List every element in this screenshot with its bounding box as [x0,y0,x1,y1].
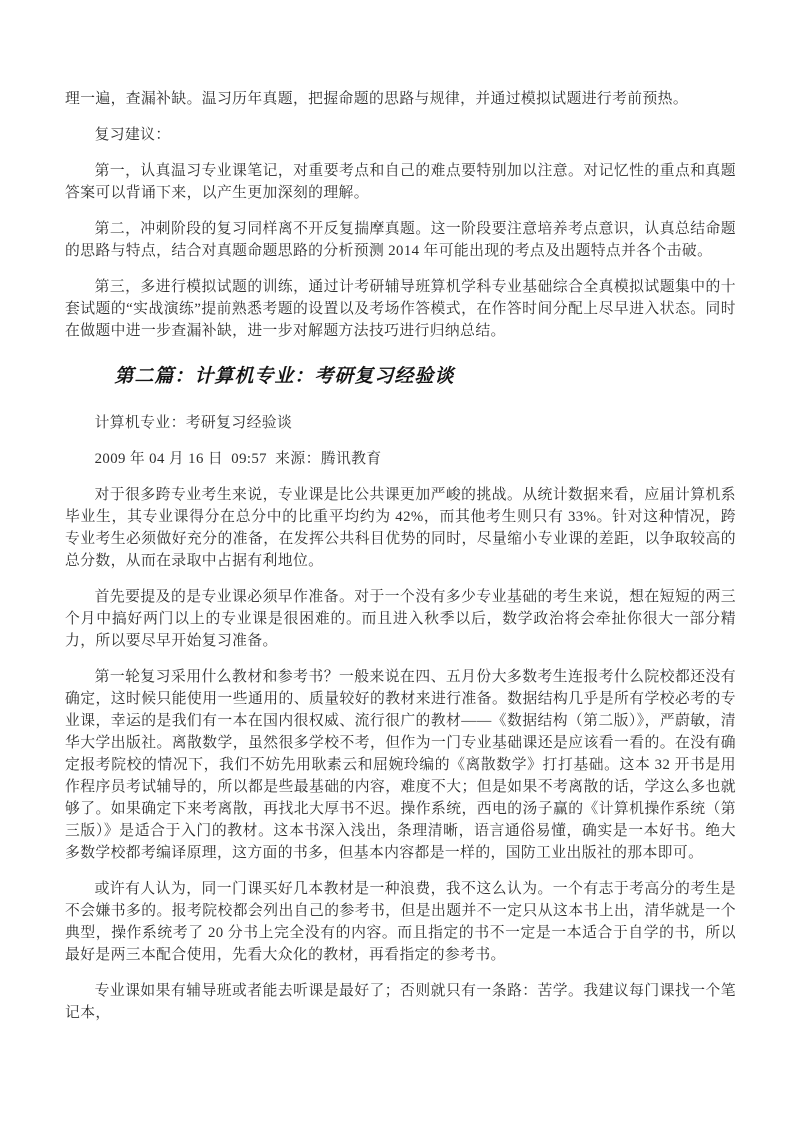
article-date-source: 2009 年 04 月 16 日 09:57 来源：腾讯教育 [94,451,382,467]
paragraph-cross-major-challenge: 对于很多跨专业考生来说，专业课是比公共课更加严峻的挑战。从统计数据来看，应届计算机系毕业生，其专业课得分在总分中的比重平均约为 42%，而其他考生则只有 33%。针对这种情况，跨专业考生必须做好充分的准备，在发挥公共科目优势的同时，尽量缩小专业课的差距，以争取较高的总分数，从而在录取中占据有利地位。 [65,487,736,569]
paragraph-continuation: 理一遍，查漏补缺。温习历年真题，把握命题的思路与规律，并通过模拟试题进行考前预热。 [65,91,689,107]
paragraph-self-study: 专业课如果有辅导班或者能去听课是最好了；否则就只有一条路：苦学。我建议每门课找一个笔记本， [65,983,736,1021]
paragraph-early-preparation: 首先要提及的是专业课必须早作准备。对于一个没有多少专业基础的考生来说，想在短短的两三个月中搞好两门以上的专业课是很困难的。而且进入秋季以后，数学政治将会牵扯你很大一部分精力，所以要尽早开始复习准备。 [65,589,736,649]
paragraph-advice-third: 第三，多进行模拟试题的训练，通过计考研辅导班算机学科专业基础综合全真模拟试题集中的十套试题的“实战演练”提前熟悉考题的设置以及考场作答模式，在作答时间分配上尽早进入状态。同时在做题中进一步查漏补缺，进一步对解题方法技巧进行归纳总结。 [65,279,736,339]
paragraph-advice-second: 第二，冲刺阶段的复习同样离不开反复揣摩真题。这一阶段要注意培养考点意识，认真总结命题的思路与特点，结合对真题命题思路的分析预测 2014 年可能出现的考点及出题特点并各个击破。 [65,221,736,259]
paragraph-review-advice-label: 复习建议： [94,127,171,143]
paragraph-advice-first: 第一，认真温习专业课笔记，对重要考点和自己的难点要特别加以注意。对记忆性的重点和真题答案可以背诵下来，以产生更加深刻的理解。 [65,163,736,201]
section-heading: 第二篇：计算机专业：考研复习经验谈 [114,366,455,387]
paragraph-textbook-choices: 第一轮复习采用什么教材和参考书？一般来说在四、五月份大多数考生连报考什么院校都还没有确定，这时候只能使用一些通用的、质量较好的教材来进行准备。数据结构几乎是所有学校必考的专业课，幸运的是我们有一本在国内很权威、流行很广的教材——《数据结构（第二版）》，严蔚敏，清华大学出版社。离散数学，虽然很多学校不考，但作为一门专业基础课还是应该看一看的。在没有确定报考院校的情况下，我们不妨先用耿素云和屈婉玲编的《离散数学》打打基础。这本 32 开书是用作程序员考试辅导的，所以都是些最基础的内容，难度不大；但是如果不考离散的话，学这么多也就够了。如果确定下来考离散，再找北大厚书不迟。操作系统，西电的汤子赢的《计算机操作系统（第三版）》是适合于入门的教材。这本书深入浅出，条理清晰，语言通俗易懂，确实是一本好书。绝大多数学校都考编译原理，这方面的书多，但基本内容都是一样的，国防工业出版社的那本即可。 [65,669,736,861]
article-subtitle: 计算机专业：考研复习经验谈 [94,415,293,431]
paragraph-multiple-textbooks: 或许有人认为，同一门课买好几本教材是一种浪费，我不这么认为。一个有志于考高分的考生是不会嫌书多的。报考院校都会列出自己的参考书，但是出题并不一定只从这本书上出，清华就是一个典型，操作系统考了 20 分书上完全没有的内容。而且指定的书不一定是一本适合于自学的书，所以最好是两三本配合使用，先看大众化的教材，再看指定的参考书。 [65,881,736,963]
